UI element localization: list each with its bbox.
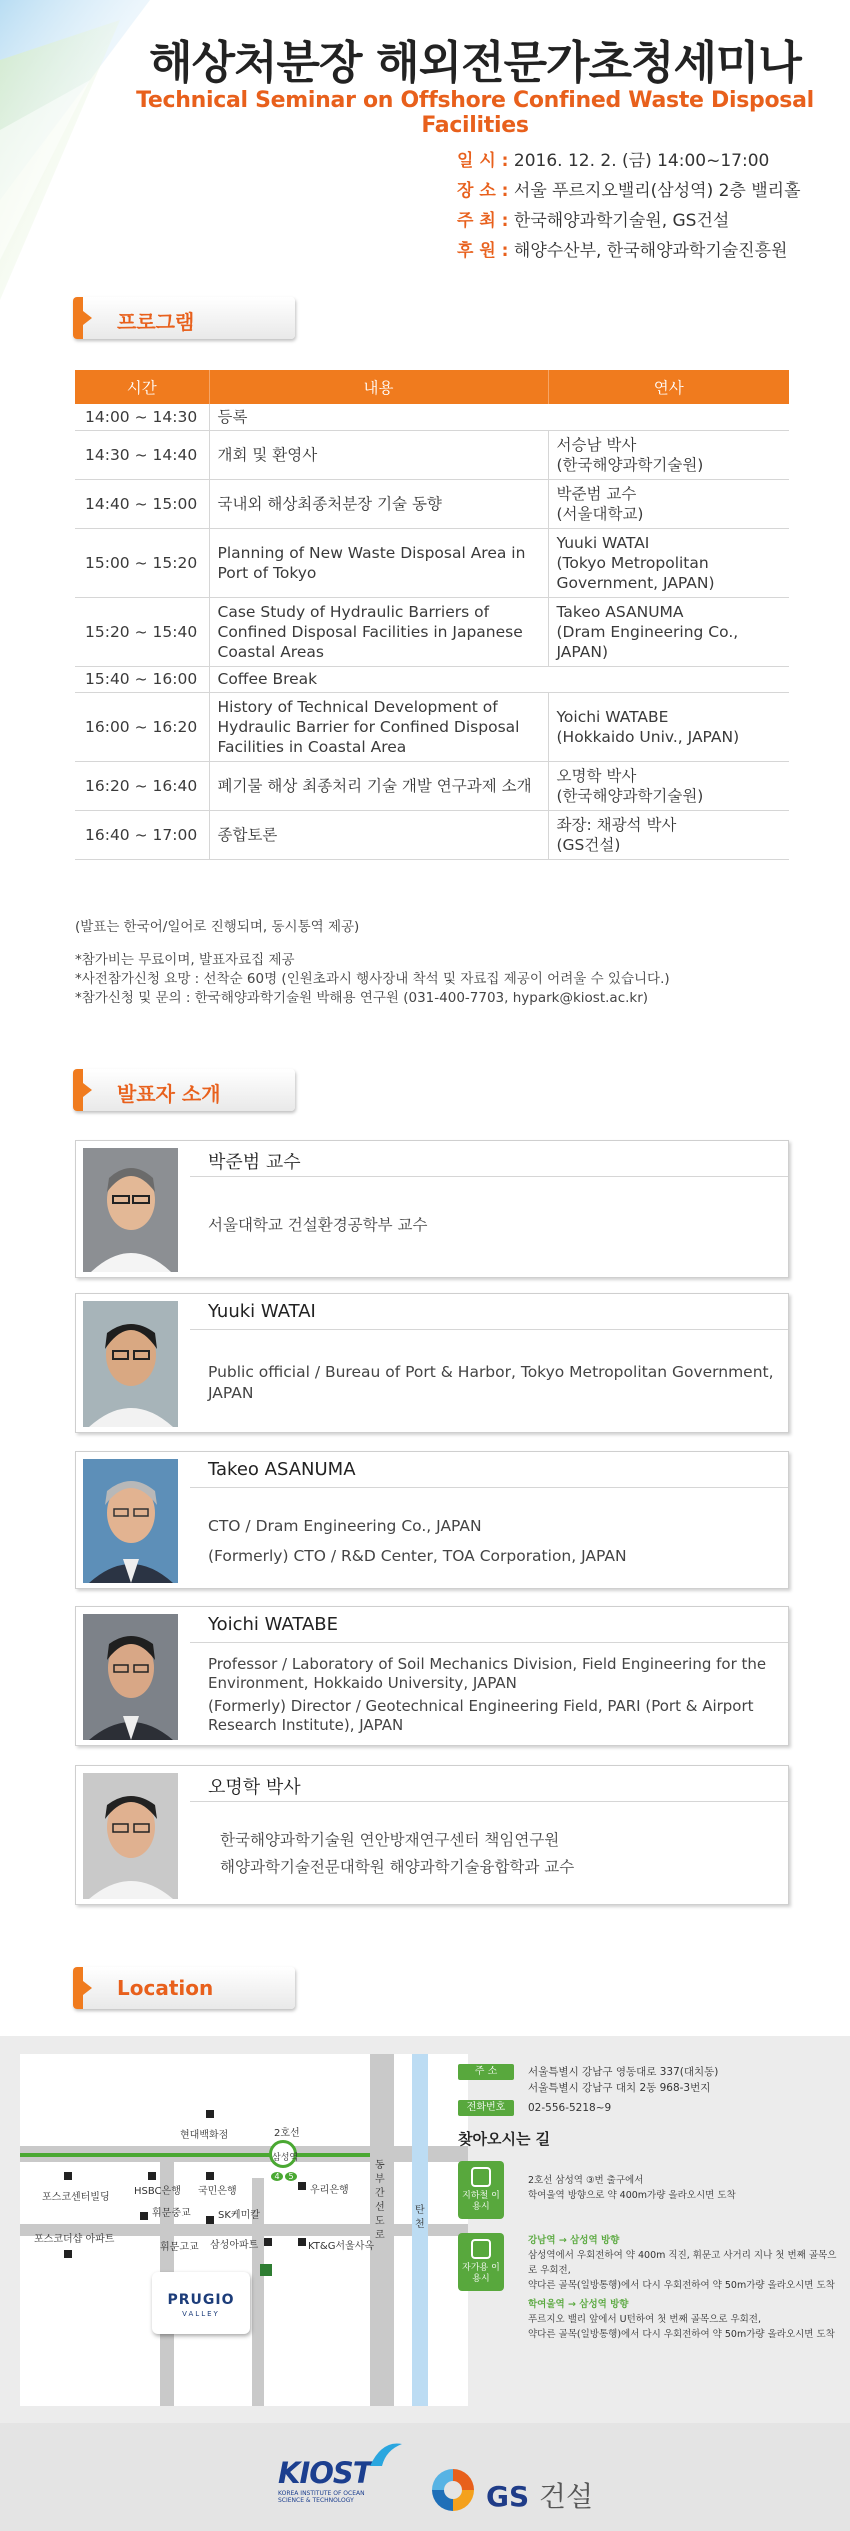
program-time-cell: 15:00 ~ 15:20 xyxy=(75,528,209,597)
program-notes: (발표는 한국어/일어로 진행되며, 동시통역 제공) *참가비는 무료이며, 발표자료집 제공 *사전참가신청 요망 : 선착순 60명 (인원초과시 행사장내 착석 및 자료집 제공이 어려울 수 있습니다.) *참가신청 및 문의 : 한국해양과학기술원 박해용 연구원 (031-400-7703, hypark@kiost.ac.kr) xyxy=(75,919,670,1006)
program-time-cell: 14:30 ~ 14:40 xyxy=(75,430,209,479)
program-row xyxy=(75,810,789,859)
info-date: 일 시 : 2016. 12. 2. (금) 14:00~17:00 xyxy=(457,151,770,171)
subway-icon: 지하철 이용시 xyxy=(458,2161,504,2219)
speaker-name: 박준범 교수 xyxy=(190,1141,788,1177)
arrow-icon xyxy=(83,311,92,325)
program-content-cell: Coffee Break xyxy=(209,666,789,692)
program-time-cell: 16:00 ~ 16:20 xyxy=(75,692,209,761)
directions-title: 찾아오시는 길 xyxy=(458,2130,551,2148)
program-section-tab: 프로그램 xyxy=(73,297,295,339)
speaker-desc: 한국해양과학기술원 연안방재연구센터 책임연구원 해양과학기술전문대학원 해양과학기술융합학과 교수 xyxy=(220,1831,575,1876)
phone-row: 전화번호 02-556-5218~9 xyxy=(458,2100,838,2124)
speaker-card xyxy=(75,1606,789,1746)
exit-badge: 5 xyxy=(285,2172,297,2181)
program-content-cell: Planning of New Waste Disposal Area in Port of Tokyo xyxy=(209,528,548,597)
car-icon: 자가용 이용시 xyxy=(458,2233,504,2291)
speaker-name: Takeo ASANUMA xyxy=(190,1452,788,1488)
program-time-cell: 14:40 ~ 15:00 xyxy=(75,479,209,528)
program-time-cell: 14:00 ~ 14:30 xyxy=(75,404,209,430)
venue-pin-icon xyxy=(260,2264,272,2276)
program-row xyxy=(75,666,789,692)
speaker-photo xyxy=(83,1301,178,1427)
location-section-tab: Location xyxy=(73,1967,295,2009)
program-row xyxy=(75,404,789,430)
program-content-cell: 등록 xyxy=(209,404,789,430)
speaker-photo xyxy=(83,1459,178,1583)
venue-marker[interactable]: PRUGIO VALLEY xyxy=(152,2272,250,2334)
program-row xyxy=(75,761,789,810)
gs-swirl-icon xyxy=(428,2465,478,2515)
event-info xyxy=(457,146,801,266)
program-row xyxy=(75,597,789,666)
arrow-icon xyxy=(83,1981,92,1995)
program-table xyxy=(75,370,789,860)
program-content-cell: 폐기물 해상 최종처리 기술 개발 연구과제 소개 xyxy=(209,761,548,810)
speaker-desc: Public official / Bureau of Port & Harbor, Tokyo Metropolitan Government, JAPAN xyxy=(208,1363,774,1402)
speaker-name: Yuuki WATAI xyxy=(190,1294,788,1330)
program-content-cell: History of Technical Development of Hydraulic Barrier for Confined Disposal Facilities in Coastal Area xyxy=(209,692,548,761)
speaker-card xyxy=(75,1293,789,1433)
speaker-photo xyxy=(83,1614,178,1740)
program-time-cell: 15:40 ~ 16:00 xyxy=(75,666,209,692)
program-speaker-cell: Takeo ASANUMA (Dram Engineering Co., JAPAN) xyxy=(548,597,789,666)
program-row xyxy=(75,692,789,761)
phone-label: 전화번호 xyxy=(458,2100,514,2116)
program-time-cell: 16:40 ~ 17:00 xyxy=(75,810,209,859)
address-row: 주 소 서울특별시 강남구 영동대로 337(대치동) 서울특별시 강남구 대치 2동 968-3번지 xyxy=(458,2064,838,2100)
program-speaker-cell: Yoichi WATABE (Hokkaido Univ., JAPAN) xyxy=(548,692,789,761)
speaker-desc: CTO / Dram Engineering Co., JAPAN (Formerly) CTO / R&D Center, TOA Corporation, JAPAN xyxy=(208,1517,627,1565)
program-content-cell: 종합토론 xyxy=(209,810,548,859)
program-speaker-cell: 좌장: 채광석 박사 (GS건설) xyxy=(548,810,789,859)
program-speaker-cell: Yuuki WATAI (Tokyo Metropolitan Government, JAPAN) xyxy=(548,528,789,597)
speaker-card xyxy=(75,1765,789,1905)
footer xyxy=(0,2423,850,2531)
program-speaker-cell: 박준범 교수 (서울대학교) xyxy=(548,479,789,528)
program-time-cell: 15:20 ~ 15:40 xyxy=(75,597,209,666)
program-content-cell: 국내외 해상최종처분장 기술 동향 xyxy=(209,479,548,528)
location-info xyxy=(458,2064,838,2342)
info-sponsor: 후 원 : 해양수산부, 한국해양과학기술진흥원 xyxy=(457,241,788,261)
speaker-desc: 서울대학교 건설환경공학부 교수 xyxy=(208,1216,428,1234)
subway-line xyxy=(20,2153,370,2157)
page-title: 해상처분장 해외전문가초청세미나 xyxy=(149,36,801,89)
speaker-name: Yoichi WATABE xyxy=(190,1607,788,1643)
kiost-wave-icon xyxy=(368,2440,404,2470)
info-host: 주 최 : 한국해양과학기술원, GS건설 xyxy=(457,211,730,231)
kiost-logo: KIOST KOREA INSTITUTE OF OCEAN SCIENCE & TECHNOLOGY xyxy=(278,2456,388,2504)
address-label: 주 소 xyxy=(458,2064,514,2080)
program-table-header: 시간 내용 연사 xyxy=(75,370,789,404)
speaker-name: 오명학 박사 xyxy=(190,1766,788,1802)
location-map[interactable]: 삼성역 2호선 4 5 현대백화점 포스코센터빌딩 HSBC은행 국민은행 우리은행 포스코더샵 아파트 휘문중교 SK케미칼 휘문고교 삼성아파트 KT&G서울사옥 동부간선도로 탄천 PRUGIO VALLEY xyxy=(20,2054,468,2406)
arrow-icon xyxy=(83,1083,92,1097)
program-speaker-cell: 오명학 박사 (한국해양과학기술원) xyxy=(548,761,789,810)
speaker-desc: Professor / Laboratory of Soil Mechanics Division, Field Engineering for the Environment, Hokkaido University, JAPAN (Formerly) Director / Geotechnical Engineering Field, PARI (Port & Airport Research Institute), JAPAN xyxy=(208,1655,767,1734)
program-row xyxy=(75,479,789,528)
speaker-photo xyxy=(83,1148,178,1272)
car-directions: 자가용 이용시 강남역 → 삼성역 방향 삼성역에서 우회전하여 약 400m 직진, 휘문고 사거리 지나 첫 번째 골목으로 우회전, 약다른 골목(일방통행)에서 다시 우회전하여 약 50m가량 올라오시면 도착 학여울역 → 삼성역 방향 푸르지오 밸리 앞에서 U턴하여 첫 번째 골목으로 우회전, 약다른 골목(일방통행)에서 다시 우회전하여 약 50m가량 올라오시면 도착 xyxy=(458,2233,838,2342)
speaker-photo xyxy=(83,1773,178,1899)
program-row xyxy=(75,528,789,597)
gs-logo: GS 건설 xyxy=(428,2465,478,2519)
program-time-cell: 16:20 ~ 16:40 xyxy=(75,761,209,810)
program-row xyxy=(75,430,789,479)
speaker-card xyxy=(75,1451,789,1589)
info-venue: 장 소 : 서울 푸르지오밸리(삼성역) 2층 밸리홀 xyxy=(457,181,801,201)
exit-badge: 4 xyxy=(271,2172,283,2181)
program-content-cell: Case Study of Hydraulic Barriers of Confined Disposal Facilities in Japanese Coastal Areas xyxy=(209,597,548,666)
subway-directions: 지하철 이용시 2호선 삼성역 ③번 출구에서 학여울역 방향으로 약 400m가량 올라오시면 도착 xyxy=(458,2161,838,2221)
speakers-section-tab: 발표자 소개 xyxy=(73,1069,295,1111)
speaker-card xyxy=(75,1140,789,1278)
page-subtitle: Technical Seminar on Offshore Confined Waste Disposal Facilities xyxy=(136,88,814,138)
program-speaker-cell: 서승남 박사 (한국해양과학기술원) xyxy=(548,430,789,479)
program-content-cell: 개회 및 환영사 xyxy=(209,430,548,479)
